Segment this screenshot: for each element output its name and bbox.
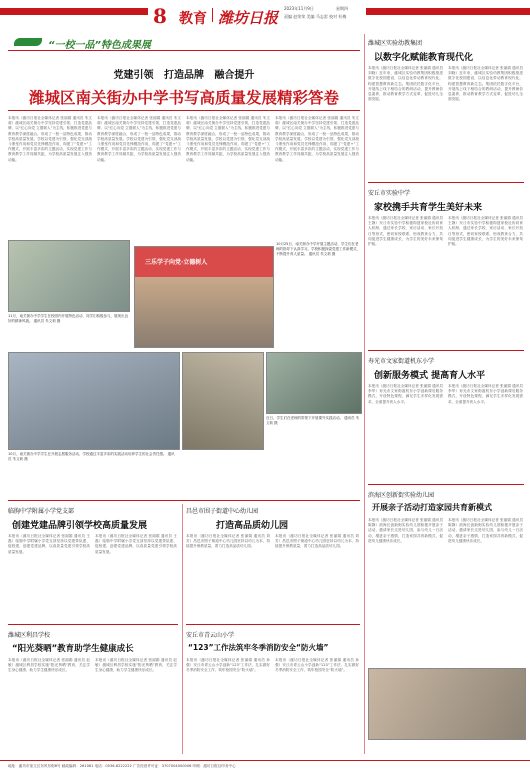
page-number: 8 [153,4,167,28]
right-article-1-body-a: 本报讯（潍坊日报社全媒体记者 张丽娟 通讯员 刘晓）近年来，潍城区实验幼教集团积极推进数字化校园建设，以信息化带动教育现代化，构建智慧教育新生态。集团依托数字化平台，开展线上线下相结合的教研活动，提升教师信息素养，推动教育教学方式变革，促进幼儿全面发展。 [368,66,443,102]
right-article-4-org: 滨海区创新街实验幼儿园 [368,492,435,499]
bottom-article-2-body-a: 本报讯（潍坊日报社全媒体记者 张丽娟 通讯员 刘芳）昌邑市围子街道中心幼儿园坚持以幼儿为本，持续提升保教质量，着力打造高品质幼儿园。 [186,534,270,549]
bottom-article-2-org: 昌邑市围子街道中心幼儿园 [186,508,259,515]
right-article-3-body-b: 本报讯（潍坊日报社全媒体记者 张丽娟 通讯员 李华）寿光市文家街道机东小学创新课后服务模式，开设特色课程，满足学生多样化发展需求，全面提升育人水平。 [448,384,523,404]
photo-activity-bottom-left [8,352,180,450]
right-column-divider [364,34,365,754]
bottom-article-1-title: 创建党建品牌引领学校高质量发展 [12,521,148,531]
photo-banner-text: 三乐学子向党·立德树人 [145,259,208,266]
right-article-3-title: 创新服务模式 提高育人水平 [374,371,486,381]
right-article-1-title: 以数字化赋能教育现代化 [374,53,474,63]
right-rule-1 [368,182,524,183]
editors-line: 责编 赵荣荣 美编 马志雷 校对 杜梅 [284,14,347,19]
photo-kindergarten [368,668,526,740]
lead-body-col2: 本报讯（潍坊日报社全媒体记者 张丽娟 通讯员 朱文莉）潍城区南关街办中学坚持党建引领，打造党建品牌，以“红心向党 立德树人”为主线，积极推进党建与教育教学深度融合，形成了一校一品特色成果，推动学校高质量发展。学校以党建为引领，强化党支部战斗堡垒作用和党员先锋模范作用，构建了“党建+”工作模式，开展丰富多彩的主题活动，实现党建工作与教育教学工作同频共振，为学校高质量发展注入强劲动能。 [97,116,181,162]
bottom-article-2-body-b: 本报讯（潍坊日报社全媒体记者 张丽娟 通讯员 刘芳）昌邑市围子街道中心幼儿园坚持以幼儿为本，持续提升保教质量，着力打造高品质幼儿园。 [275,534,359,549]
bottom-article-3-title: “阳光葵晒”教育助学生健康成长 [12,644,134,654]
right-article-3 [368,354,524,482]
bottom-article-3 [8,628,178,754]
masthead-divider [212,8,213,22]
banner-label: “一校一品”特色成果展 [48,40,151,51]
photo-caption-right: 10月25日，南关街办中学开展主题活动，学生们在老师的指导下认真学习。学校积极探索党建工作新模式，不断提升育人质量。 通讯员 朱文莉 摄 [276,242,360,256]
bottom-article-3-body-a: 本报讯（潍坊日报社全媒体记者 张丽娟 通讯员 赵敏）潍城区利昌学校实施“阳光葵晒”教育，关注学生身心健康，助力学生健康快乐成长。 [8,658,90,673]
banner-decor [14,38,42,46]
right-column [368,36,524,756]
bottom-article-1-org: 临朐中学附属小学党支部 [8,508,75,515]
bottom-article-3-body-b: 本报讯（潍坊日报社全媒体记者 张丽娟 通讯员 赵敏）潍城区利昌学校实施“阳光葵晒”教育，关注学生身心健康，助力学生健康快乐成长。 [95,658,177,673]
bottom-article-4 [186,628,360,754]
right-article-3-org: 寿光市文家街道机东小学 [368,358,435,365]
right-article-2-body-b: 本报讯（潍坊日报社全媒体记者 张丽娟 通讯员 王静）安丘市实验中学积极构建家校社协同育人机制，通过家长学校、家访活动、家长开放日等形式，密切家校联系，形成教育合力，共同促进学生健康成长，为学生的美好未来保驾护航。 [448,216,523,247]
right-article-2 [368,186,524,348]
right-rule-2 [368,350,524,351]
right-article-4-body-a: 本报讯（潍坊日报社全媒体记者 张丽娟 通讯员 陈静）滨海区创新街实验幼儿园积极开展亲子活动，邀请家长走进幼儿园，参与幼儿一日活动，增进亲子感情，打造家园共育新模式，促进幼儿健康快乐成长。 [368,518,443,543]
footer-info: 地址：潍坊市奎文区东风东街8号 邮政编码：261061 电话：0536-8222222 广告经营许可证：3707004000006 印刷：潍坊日报社印务中心 [8,764,236,768]
photo-caption-center: 10月，南关街办中学学生在开展志愿服务活动，学校通过丰富多彩的实践活动培养学生的社会责任感。 通讯员 朱文莉 摄 [8,452,175,461]
feature-banner [8,34,360,52]
bottom-article-1-body-b: 本报讯（潍坊日报社全媒体记者 张丽娟 通讯员 王磊）临朐中学附属小学党支部坚持以党建带队建、促校建，创建党建品牌，以高质量党建引领学校高质量发展。 [95,534,177,554]
photo-activity-bottom-mid [182,352,264,450]
section-title: 教育 [179,11,207,27]
right-rule-3 [368,484,524,485]
right-article-3-body-a: 本报讯（潍坊日报社全媒体记者 张丽娟 通讯员 李华）寿光市文家街道机东小学创新课后服务模式，开设特色课程，满足学生多样化发展需求，全面提升育人水平。 [368,384,443,404]
right-article-1-org: 潍城区实验幼教集团 [368,40,423,47]
lead-rule [8,110,360,111]
lead-body-col4: 本报讯（潍坊日报社全媒体记者 张丽娟 通讯员 朱文莉）潍城区南关街办中学坚持党建引领，打造党建品牌，以“红心向党 立德树人”为主线，积极推进党建与教育教学深度融合，形成了一校一品特色成果，推动学校高质量发展。学校以党建为引领，强化党支部战斗堡垒作用和党员先锋模范作用，构建了“党建+”工作模式，开展丰富多彩的主题活动，实现党建工作与教育教学工作同频共振，为学校高质量发展注入强劲动能。 [275,116,359,162]
photo-caption-left: 11月，南关街办中学学生在校园内开展特色活动，同学们积极参与，展现出良好的精神风貌。 通讯员 朱文莉 摄 [8,314,128,323]
right-article-4 [368,488,524,756]
bottom-mid-rule-right [186,624,360,625]
bottom-article-2-title: 打造高品质幼儿园 [216,521,289,531]
photo-caption-bottom-right: 近日，学生们在老师的带领下开展课外实践活动。 通讯员 朱文莉 摄 [266,416,360,425]
footer-rule [0,760,530,761]
masthead-left-bar [0,8,148,15]
bottom-article-1 [8,504,178,620]
bottom-article-4-title: “123”工作法筑牢冬季消防安全“防火墙” [188,643,329,652]
lead-headline: 潍城区南关街办中学书写高质量发展精彩答卷 [28,88,339,107]
masthead [0,0,530,30]
bottom-article-4-body-a: 本报讯（潍坊日报社全媒体记者 张丽娟 通讯员 孙强）安丘市青云山小学创新“123”工作法，扎实做好冬季消防安全工作，筑牢校园安全“防火墙”。 [186,658,270,673]
lead-body-col1: 本报讯（潍坊日报社全媒体记者 张丽娟 通讯员 朱文莉）潍城区南关街办中学坚持党建引领，打造党建品牌，以“红心向党 立德树人”为主线，积极推进党建与教育教学深度融合，形成了一校一品特色成果，推动学校高质量发展。学校以党建为引领，强化党支部战斗堡垒作用和党员先锋模范作用，构建了“党建+”工作模式，开展丰富多彩的主题活动，实现党建工作与教育教学工作同频共振，为学校高质量发展注入强劲动能。 [8,116,92,162]
photo-students-left [8,240,130,312]
right-article-2-body-a: 本报讯（潍坊日报社全媒体记者 张丽娟 通讯员 王静）安丘市实验中学积极构建家校社协同育人机制，通过家长学校、家访活动、家长开放日等形式，密切家校联系，形成教育合力，共同促进学生健康成长，为学生的美好未来保驾护航。 [368,216,443,247]
right-article-2-org: 安丘市实验中学 [368,190,411,197]
right-article-4-body-b: 本报讯（潍坊日报社全媒体记者 张丽娟 通讯员 陈静）滨海区创新街实验幼儿园积极开展亲子活动，邀请家长走进幼儿园，参与幼儿一日活动，增进亲子感情，打造家园共育新模式，促进幼儿健康快乐成长。 [448,518,523,543]
lead-article [8,56,360,496]
bottom-section-rule [8,500,360,501]
photo-banner-event [134,246,274,348]
bottom-mid-divider [182,504,183,754]
paper-name: 潍坊日报 [218,9,279,27]
lead-kicker: 党建引领 打造品牌 融合提升 [113,70,255,81]
bottom-mid-rule-left [8,624,178,625]
bottom-article-2 [186,504,360,620]
bottom-article-4-body-b: 本报讯（潍坊日报社全媒体记者 张丽娟 通讯员 孙强）安丘市青云山小学创新“123”工作法，扎实做好冬季消防安全工作，筑牢校园安全“防火墙”。 [275,658,359,673]
right-article-4-title: 开展亲子活动打造家园共育新模式 [372,503,492,512]
photo-activity-bottom-right [266,352,362,414]
right-article-2-title: 家校携手共育学生美好未来 [374,203,483,213]
issue-date: 2023年11月9日 [284,6,314,11]
bottom-article-3-org: 潍城区利昌学校 [8,632,51,639]
bottom-article-1-body-a: 本报讯（潍坊日报社全媒体记者 张丽娟 通讯员 王磊）临朐中学附属小学党支部坚持以党建带队建、促校建，创建党建品牌，以高质量党建引领学校高质量发展。 [8,534,90,554]
right-article-1 [368,36,524,180]
lead-body-col3: 本报讯（潍坊日报社全媒体记者 张丽娟 通讯员 朱文莉）潍城区南关街办中学坚持党建引领，打造党建品牌，以“红心向党 立德树人”为主线，积极推进党建与教育教学深度融合，形成了一校一品特色成果，推动学校高质量发展。学校以党建为引领，强化党支部战斗堡垒作用和党员先锋模范作用，构建了“党建+”工作模式，开展丰富多彩的主题活动，实现党建工作与教育教学工作同频共振，为学校高质量发展注入强劲动能。 [186,116,270,162]
issue-weekday: 星期四 [336,6,348,11]
masthead-right-bar [366,8,530,15]
bottom-article-4-org: 安丘市青云山小学 [186,632,235,639]
right-article-1-body-b: 本报讯（潍坊日报社全媒体记者 张丽娟 通讯员 刘晓）近年来，潍城区实验幼教集团积极推进数字化校园建设，以信息化带动教育现代化，构建智慧教育新生态。集团依托数字化平台，开展线上线下相结合的教研活动，提升教师信息素养，推动教育教学方式变革，促进幼儿全面发展。 [448,66,523,102]
